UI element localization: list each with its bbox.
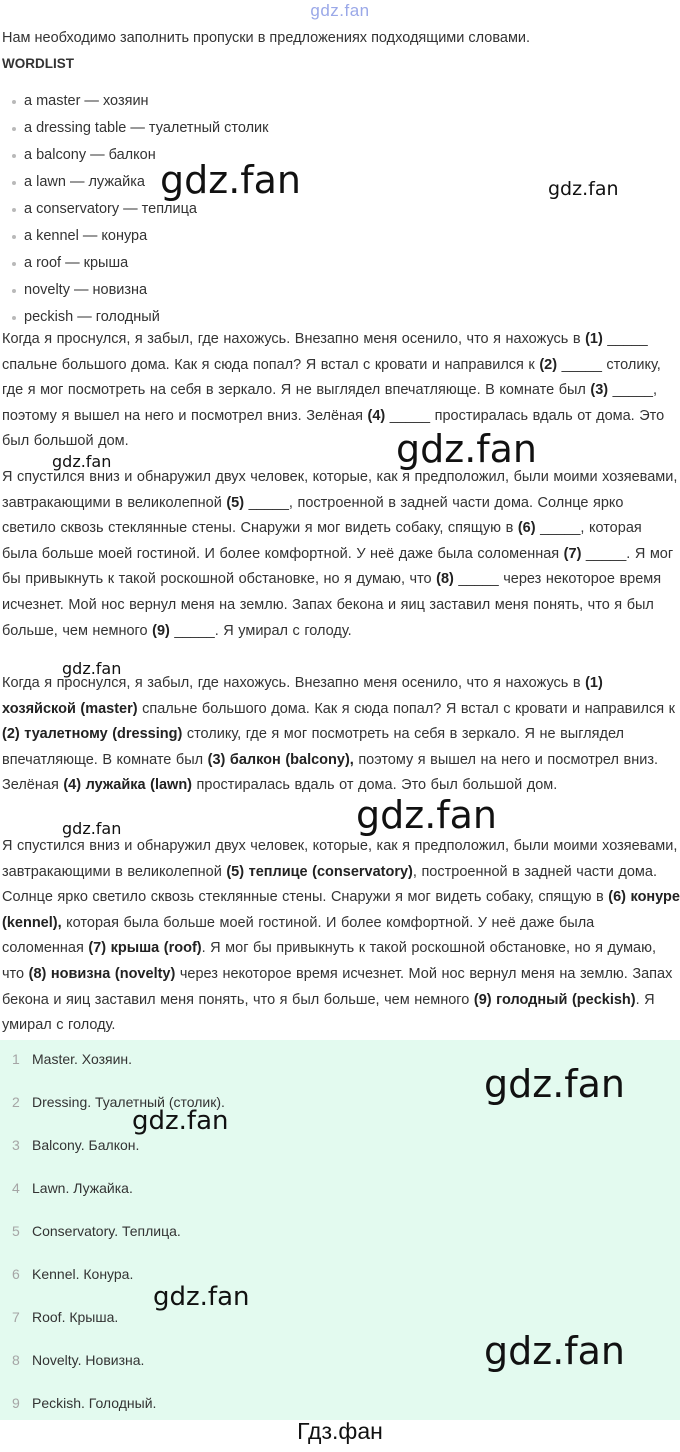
wordlist-item: a balcony — балкон [0, 142, 269, 169]
watermark: gdz.fan [356, 793, 498, 837]
watermark: gdz.fan [62, 659, 122, 678]
bullet-icon [12, 289, 16, 293]
wordlist-item: a dressing table — туалетный столик [0, 115, 269, 142]
wordlist-item: a master — хозяин [0, 88, 269, 115]
bullet-icon [12, 262, 16, 266]
site-mark: gdz.fan [310, 1, 370, 20]
watermark: gdz.fan [153, 1282, 250, 1312]
wordlist-item: novelty — новизна [0, 277, 269, 304]
watermark: gdz.fan [548, 178, 619, 200]
wordlist-item: a conservatory — теплица [0, 196, 269, 223]
wordlist [0, 88, 269, 331]
task-intro: Нам необходимо заполнить пропуски в предложениях подходящими словами. [2, 30, 531, 46]
bullet-icon [12, 127, 16, 131]
bullet-icon [12, 181, 16, 185]
watermark: gdz.fan [396, 427, 538, 471]
bullet-icon [12, 208, 16, 212]
answers-panel: 1 Master. Хозяин. 2 Dressing. Туалетный (столик). 3 Balcony. Балкон. 4 Lawn. Лужайка. 5 Conservatory. Теплица. 6 Kennel. Конура. 7 Roof. Крыша. 8 Novelty. Новизна. 9 Peckish. Голодный. [0, 1040, 680, 1420]
bullet-icon [12, 235, 16, 239]
wordlist-item: peckish — голодный [0, 304, 269, 331]
wordlist-item: a roof — крыша [0, 250, 269, 277]
wordlist-item: a lawn — лужайка [0, 169, 269, 196]
bullet-icon [12, 316, 16, 320]
watermark: gdz.fan [484, 1329, 626, 1373]
bullet-icon [12, 100, 16, 104]
wordlist-heading: WORDLIST [2, 56, 74, 71]
bullet-icon [12, 154, 16, 158]
answer-paragraph-1: Когда я проснулся, я забыл, где нахожусь. Внезапно меня осенило, что я нахожусь в (1) хозяйской (master) спальне большого дома. Как я сюда попал? Я встал с кровати и направился к (2) туалетному (dressing) столику, где я мог посмотреть на себя в зеркало. Я не выглядел впечатляюще. В комнате был (3) балкон (balcony), поэтому я вышел на него и посмотрел вниз. Зелёная (4) лужайка (lawn) простиралась вдаль от дома. Это был большой дом. [2, 675, 675, 794]
watermark: gdz.fan [52, 452, 112, 471]
task-paragraph-2: Я спустился вниз и обнаружил двух человек, которые, как я предположил, были моими хозяевами, завтракающими в великолепной (5) _____, построенной в задней части дома. Солнце ярко светило сквозь стеклянные стены. Снаружи я мог видеть собаку, спящую в (6) _____, которая была больше моей гостиной. И более комфортной. У неё даже была соломенная (7) _____. Я мог бы привыкнуть к такой роскошной обстановке, но я думаю, что (8) _____ через некоторое время исчезнет. Мой нос вернул меня на землю. Запах бекона и яиц заставил меня понять, что я был больше, чем немного (9) _____. Я умирал с голоду. [2, 469, 678, 639]
task-paragraph-1: Когда я проснулся, я забыл, где нахожусь. Внезапно меня осенило, что я нахожусь в (1) _____ спальне большого дома. Как я сюда попал? Я встал с кровати и направился к (2) _____ столику, где я мог посмотреть на себя в зеркало. Я не выглядел впечатляюще. В комнате был (3) _____, поэтому я вышел на него и посмотрел вниз. Зелёная (4) _____ простиралась вдаль от дома. Это был большой дом. [2, 331, 665, 450]
watermark: gdz.fan [160, 158, 302, 202]
watermark: gdz.fan [62, 819, 122, 838]
answer-paragraph-2: Я спустился вниз и обнаружил двух человек, которые, как я предположил, были моими хозяевами, завтракающими в великолепной (5) теплице (conservatory), построенной в задней части дома. Солнце ярко светило сквозь стеклянные стены. Снаружи я мог видеть собаку, спящую в (6) конуре (kennel), которая была больше моей гостиной. И более комфортной. У неё даже была соломенная (7) крыша (roof). Я мог бы привыкнуть к такой роскошной обстановке, но я думаю, что (8) новизна (novelty) через некоторое время исчезнет. Мой нос вернул меня на землю. Запах бекона и яиц заставил меня понять, что я был больше, чем немного (9) голодный (peckish). Я умирал с голоду. [2, 838, 680, 1034]
watermark: gdz.fan [132, 1106, 229, 1136]
wordlist-item: a kennel — конура [0, 223, 269, 250]
footer-mark: Гдз.фан [297, 1418, 383, 1444]
watermark: gdz.fan [484, 1062, 626, 1106]
